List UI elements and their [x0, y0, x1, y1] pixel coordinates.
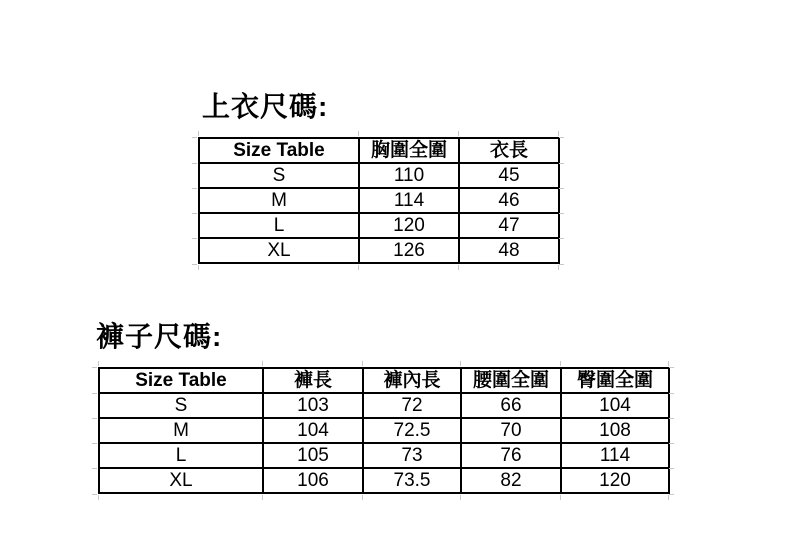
gridline-stub [92, 468, 97, 469]
table-cell: 66 [461, 393, 561, 418]
gridline-stub [98, 495, 99, 500]
table-cell: M [99, 418, 263, 443]
gridline-stub [198, 265, 199, 270]
table-row [199, 238, 559, 263]
table-cell: 105 [263, 443, 363, 468]
gridline-stub [458, 265, 459, 270]
table-row [199, 163, 559, 188]
gridline-stub [262, 361, 263, 366]
table-cell: 45 [459, 163, 559, 188]
header-cell-inseam: 褲內長 [363, 368, 461, 393]
table-cell: 104 [561, 393, 669, 418]
table-cell: 114 [561, 443, 669, 468]
gridline-stub [669, 367, 674, 368]
gridline-stub [559, 188, 564, 189]
table-row [99, 418, 669, 443]
table-cell: 108 [561, 418, 669, 443]
table-cell: 106 [263, 468, 363, 493]
table-cell: 70 [461, 418, 561, 443]
gridline-stub [559, 264, 564, 265]
table-cell: 82 [461, 468, 561, 493]
table-cell: 103 [263, 393, 363, 418]
table-cell: 73.5 [363, 468, 461, 493]
table-cell: 126 [359, 238, 459, 263]
header-cell-chest: 胸圍全圍 [359, 138, 459, 163]
gridline-stub [669, 494, 674, 495]
table-cell: M [199, 188, 359, 213]
gridline-stub [669, 418, 674, 419]
gridline-stub [98, 361, 99, 366]
gridline-stub [560, 495, 561, 500]
gridline-stub [559, 213, 564, 214]
table-row [199, 188, 559, 213]
gridline-stub [92, 494, 97, 495]
gridline-stub [558, 265, 559, 270]
shirt-size-title: 上衣尺碼: [202, 91, 329, 122]
gridline-stub [669, 468, 674, 469]
gridline-stub [669, 393, 674, 394]
gridline-stub [668, 361, 669, 366]
table-cell: 47 [459, 213, 559, 238]
gridline-stub [262, 495, 263, 500]
gridline-stub [92, 367, 97, 368]
shirt-size-table-wrapper [198, 137, 560, 264]
pants-size-table [98, 367, 670, 494]
gridline-stub [362, 495, 363, 500]
table-cell: 104 [263, 418, 363, 443]
gridline-stub [558, 131, 559, 136]
table-cell: 120 [561, 468, 669, 493]
gridline-stub [192, 264, 197, 265]
table-cell: 120 [359, 213, 459, 238]
pants-size-title: 褲子尺碼: [96, 321, 223, 352]
table-cell: S [99, 393, 263, 418]
table-cell: 46 [459, 188, 559, 213]
gridline-stub [560, 361, 561, 366]
header-cell-hip: 臀圍全圍 [561, 368, 669, 393]
gridline-stub [358, 265, 359, 270]
gridline-stub [192, 188, 197, 189]
table-row [99, 443, 669, 468]
pants-size-table-wrapper [98, 367, 670, 494]
gridline-stub [92, 418, 97, 419]
shirt-size-table [198, 137, 560, 264]
table-cell: L [199, 213, 359, 238]
header-cell-size: Size Table [199, 138, 359, 163]
table-cell: 72.5 [363, 418, 461, 443]
table-cell: XL [99, 468, 263, 493]
gridline-stub [559, 238, 564, 239]
gridline-stub [362, 361, 363, 366]
table-cell: L [99, 443, 263, 468]
header-cell-length: 衣長 [459, 138, 559, 163]
gridline-stub [192, 137, 197, 138]
gridline-stub [669, 443, 674, 444]
table-cell: 76 [461, 443, 561, 468]
table-cell: 114 [359, 188, 459, 213]
gridline-stub [358, 131, 359, 136]
gridline-stub [92, 393, 97, 394]
header-cell-waist: 腰圍全圍 [461, 368, 561, 393]
gridline-stub [198, 131, 199, 136]
header-cell-pant-length: 褲長 [263, 368, 363, 393]
table-row [99, 468, 669, 493]
gridline-stub [559, 137, 564, 138]
table-row [99, 393, 669, 418]
table-cell: 73 [363, 443, 461, 468]
gridline-stub [92, 443, 97, 444]
table-cell: 72 [363, 393, 461, 418]
gridline-stub [192, 213, 197, 214]
gridline-stub [460, 361, 461, 366]
gridline-stub [460, 495, 461, 500]
gridline-stub [668, 495, 669, 500]
table-row [199, 213, 559, 238]
gridline-stub [192, 163, 197, 164]
gridline-stub [458, 131, 459, 136]
header-cell-size: Size Table [99, 368, 263, 393]
table-cell: XL [199, 238, 359, 263]
table-cell: S [199, 163, 359, 188]
table-header-row [99, 368, 669, 393]
gridline-stub [559, 163, 564, 164]
gridline-stub [192, 238, 197, 239]
table-cell: 48 [459, 238, 559, 263]
table-header-row [199, 138, 559, 163]
table-cell: 110 [359, 163, 459, 188]
